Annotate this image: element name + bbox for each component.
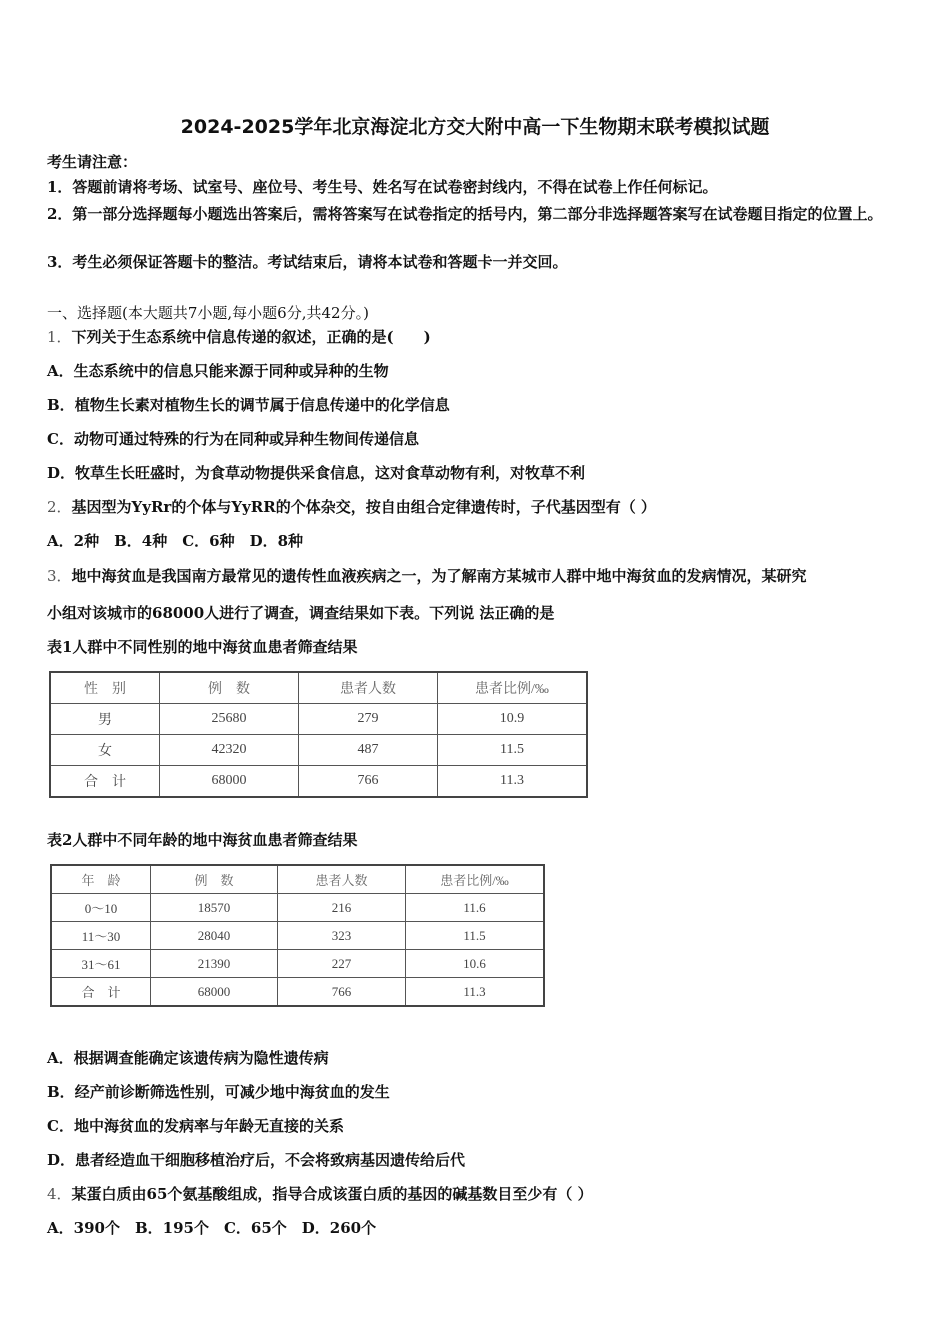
- q1-option-a: [47, 361, 907, 381]
- option-label: A．: [47, 362, 74, 380]
- table-row: [50, 766, 587, 798]
- table-cell: 31～61: [51, 950, 151, 978]
- option-text: 牧草生长旺盛时，为食草动物提供采食信息，这对食草动物有利，对牧草不利: [75, 464, 586, 482]
- table-cell: 227: [278, 950, 406, 978]
- table-cell: 21390: [151, 950, 278, 978]
- table-cell: 28040: [151, 922, 278, 950]
- question-2: [47, 497, 907, 517]
- option-text: 植物生长素对植物生长的调节属于信息传递中的化学信息: [74, 396, 450, 414]
- page-title: 2024-2025学年北京海淀北方交大附中高一下生物期末联考模拟试题: [180, 116, 770, 138]
- table-cell: 11.6: [406, 894, 545, 922]
- table-cell: 女: [50, 735, 160, 766]
- table-cell: 11.3: [406, 978, 545, 1007]
- table-cell: 323: [278, 922, 406, 950]
- table-cell: 11～30: [51, 922, 151, 950]
- q4-options: A．390个 B．195个 C．65个 D．260个: [47, 1219, 377, 1237]
- table-cell: 18570: [151, 894, 278, 922]
- q1-option-b: [47, 395, 907, 415]
- question-4: [47, 1184, 907, 1204]
- notice-item-3: 3．考生必须保证答题卡的整洁。考试结束后，请将本试卷和答题卡一并交回。: [47, 253, 568, 271]
- q3-option-b: [47, 1082, 907, 1102]
- question-number: 3．: [47, 567, 72, 585]
- option-text: 动物可通过特殊的行为在同种或异种生物间传递信息: [73, 430, 419, 448]
- option-label: B．: [47, 1083, 75, 1101]
- option-text: 地中海贫血的发病率与年龄无直接的关系: [73, 1117, 344, 1135]
- notice-item-2: 2．第一部分选择题每小题选出答案后，需将答案写在试卷指定的括号内，第二部分非选择题答案写在试卷题目指定的位置上。: [47, 205, 883, 223]
- option-text: 生态系统中的信息只能来源于同种或异种的生物: [73, 362, 389, 380]
- q3-option-d: [47, 1150, 907, 1170]
- table-cell: 11.3: [438, 766, 588, 798]
- table-cell: 42320: [160, 735, 299, 766]
- table-cell: 11.5: [406, 922, 545, 950]
- table-cell: 766: [278, 978, 406, 1007]
- option-label: D．: [47, 464, 76, 482]
- option-text: 患者经造血干细胞移植治疗后，不会将致病基因遗传给后代: [75, 1151, 466, 1169]
- table-cell: 0～10: [51, 894, 151, 922]
- table-cell: 10.9: [438, 704, 588, 735]
- table-1-caption: 表1人群中不同性别的地中海贫血患者筛查结果: [47, 638, 358, 656]
- section-heading: 一、选择题(本大题共7小题,每小题6分,共42分。): [47, 304, 369, 322]
- option-label: B．: [47, 396, 75, 414]
- table-2: [50, 864, 545, 1007]
- option-label: D．: [47, 1151, 76, 1169]
- header-cell: 患者比例/‰: [438, 672, 588, 704]
- table-header-row: [51, 865, 544, 894]
- option-text: 经产前诊断筛选性别，可减少地中海贫血的发生: [74, 1083, 390, 1101]
- table-cell: 487: [299, 735, 438, 766]
- question-stem: 下列关于生态系统中信息传递的叙述，正确的是( ): [71, 328, 431, 346]
- header-cell: 年 龄: [51, 865, 151, 894]
- header-cell: 患者人数: [299, 672, 438, 704]
- table-cell: 25680: [160, 704, 299, 735]
- table-row: [50, 735, 587, 766]
- table-cell: 10.6: [406, 950, 545, 978]
- question-stem: 某蛋白质由65个氨基酸组成，指导合成该蛋白质的基因的碱基数目至少有（ ）: [71, 1185, 593, 1203]
- header-cell: 性 别: [50, 672, 160, 704]
- table-row: [51, 978, 544, 1007]
- header-cell: 例 数: [151, 865, 278, 894]
- question-3: [47, 566, 907, 586]
- option-label: C．: [47, 1117, 74, 1135]
- header-cell: 例 数: [160, 672, 299, 704]
- table-cell: 合 计: [50, 766, 160, 798]
- table-cell: 766: [299, 766, 438, 798]
- table-cell: 11.5: [438, 735, 588, 766]
- question-number: 1．: [47, 328, 72, 346]
- table-cell: 合 计: [51, 978, 151, 1007]
- table-2-caption: 表2人群中不同年龄的地中海贫血患者筛查结果: [47, 831, 358, 849]
- table-header-row: [50, 672, 587, 704]
- question-stem-line-1: 地中海贫血是我国南方最常见的遗传性血液疾病之一，为了解南方某城市人群中地中海贫血的发病情况，某研究: [71, 567, 807, 585]
- table-cell: 279: [299, 704, 438, 735]
- question-stem: 基因型为YyRr的个体与YyRR的个体杂交，按自由组合定律遗传时，子代基因型有（ ）: [71, 498, 656, 516]
- option-label: A．: [47, 1049, 74, 1067]
- option-label: C．: [47, 430, 74, 448]
- table-row: [51, 894, 544, 922]
- table-cell: 68000: [151, 978, 278, 1007]
- header-cell: 患者人数: [278, 865, 406, 894]
- question-stem-line-2: 小组对该城市的68000人进行了调查，调查结果如下表。下列说 法正确的是: [47, 604, 555, 622]
- option-text: 根据调查能确定该遗传病为隐性遗传病: [73, 1049, 329, 1067]
- q3-option-c: [47, 1116, 907, 1136]
- table-cell: 216: [278, 894, 406, 922]
- table-cell: 68000: [160, 766, 299, 798]
- notice-item-1: 1．答题前请将考场、试室号、座位号、考生号、姓名写在试卷密封线内，不得在试卷上作任何标记。: [47, 178, 718, 196]
- q3-option-a: [47, 1048, 907, 1068]
- question-number: 4．: [47, 1185, 72, 1203]
- q2-options: A．2种 B．4种 C．6种 D．8种: [47, 532, 304, 550]
- question-1: [47, 327, 907, 347]
- q1-option-d: [47, 463, 907, 483]
- notice-heading: 考生请注意：: [47, 153, 138, 171]
- table-cell: 男: [50, 704, 160, 735]
- table-row: [50, 704, 587, 735]
- table-row: [51, 922, 544, 950]
- table-1: [49, 671, 588, 798]
- header-cell: 患者比例/‰: [406, 865, 545, 894]
- q1-option-c: [47, 429, 907, 449]
- table-row: [51, 950, 544, 978]
- question-number: 2．: [47, 498, 72, 516]
